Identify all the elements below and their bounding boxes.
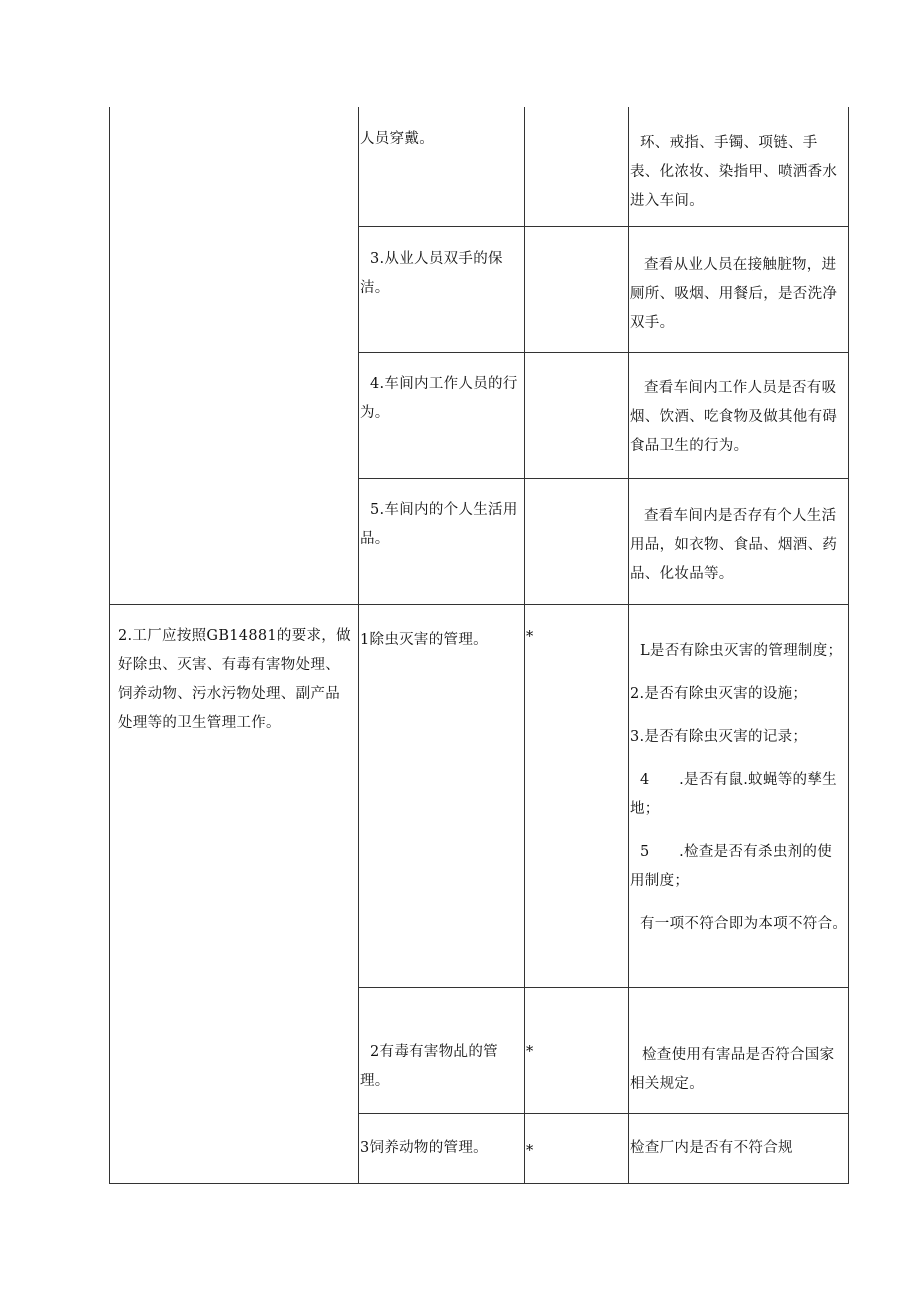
row-divider [358,987,849,988]
method-text: 检查使用有害品是否符合国家相关规定。 [630,1047,835,1092]
table-border-col3 [628,107,629,1184]
table-cell-method [630,637,846,939]
item-text: 1除虫灭害的管理。 [360,632,488,648]
table-cell-item [360,626,520,655]
table-cell-method [630,251,846,338]
key-item-mark: * [526,1044,534,1060]
method-text: 查看车间内工作人员是否有吸烟、饮酒、吃食物及做其他有碍食品卫生的行为。 [630,380,838,454]
table-cell-method [630,129,846,216]
row-divider [358,1113,849,1114]
table-cell-method [630,1041,846,1099]
table-border-col2 [524,107,525,1184]
table-border-left [109,107,110,1184]
table-border-right [848,107,849,1184]
row-divider [358,352,849,353]
table-cell-star [526,623,624,652]
inspection-table [109,107,849,1184]
method-text: 2.是否有除虫灭害的设施； [630,686,808,702]
table-cell-star [526,1038,624,1067]
table-cell-method [630,1134,846,1163]
row-divider [358,478,849,479]
method-text: 检查厂内是否有不符合规 [630,1140,793,1156]
method-text: 查看从业人员在接触脏物，进厕所、吸烟、用餐后，是否洗净双手。 [630,257,838,331]
method-text: 查看车间内是否存有个人生活用品，如衣物、食品、烟酒、药品、化妆品等。 [630,508,838,582]
item-text: 人员穿戴。 [360,131,434,147]
table-border-bottom [109,1183,849,1184]
item-text: 3饲养动物的管理。 [360,1140,488,1156]
item-text: 5.车间内的个人生活用品。 [360,502,518,547]
table-cell-item [360,496,520,554]
method-text: 环、戒指、手镯、项链、手表、化浓妆、染指甲、喷洒香水进入车间。 [630,135,838,209]
method-text: 4 .是否有鼠.蚊蝇等的孳生地； [630,772,837,817]
table-cell-star [526,1137,624,1166]
method-text: 有一项不符合即为本项不符合。 [640,916,848,932]
table-border-col1 [358,107,359,1184]
table-cell-item [360,370,520,428]
table-cell-method [630,374,846,461]
item-text: 2有毒有害物乩的管理。 [360,1044,498,1089]
key-item-mark: * [526,629,534,645]
key-item-mark: * [526,1143,534,1159]
item-text: 4.车间内工作人员的行为。 [360,376,518,421]
item-text: 3.从业人员双手的保洁。 [360,251,503,296]
row-divider [109,604,849,605]
table-cell-method [630,502,846,589]
row-divider [358,226,849,227]
table-cell-item [360,1038,520,1096]
table-cell-item [360,125,520,154]
method-text: 3.是否有除虫灭害的记录； [630,729,808,745]
requirement-text: 2.工厂应按照GB14881的要求，做好除虫、灭害、有毒有害物处理、饲养动物、污水污物处理、副产品处理等的卫生管理工作。 [118,628,351,731]
method-text: 5 .检查是否有杀虫剂的使用制度； [630,844,833,889]
method-text: L是否有除虫灭害的管理制度； [640,643,843,659]
requirement-cell [118,622,354,738]
table-cell-item [360,245,520,303]
table-cell-item [360,1134,520,1163]
